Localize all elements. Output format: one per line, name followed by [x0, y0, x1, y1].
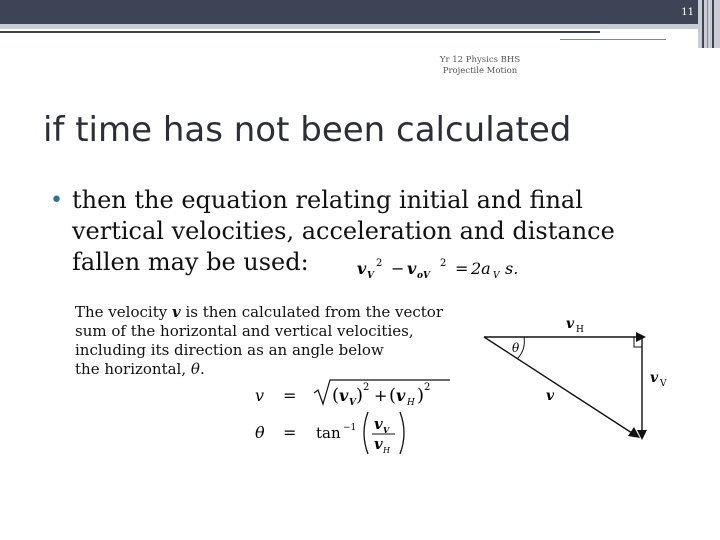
eq2-inv: −1	[343, 423, 357, 433]
horizontal-arrowhead-icon	[636, 332, 646, 342]
paragraph-line-2: sum of the horizontal and vertical velocities,	[75, 322, 414, 340]
eq2-vH-sub: H	[407, 398, 415, 408]
eq2-vV-sub: V	[349, 398, 356, 408]
label-vV: v	[650, 370, 659, 386]
eq2-equals-2: =	[283, 423, 297, 442]
eq1-2a: 2a	[471, 259, 491, 278]
label-vV-sub: V	[660, 379, 667, 389]
header-note-line-1: Yr 12 Physics BHS	[439, 55, 521, 65]
paragraph-line-3: including its direction as an angle below	[75, 341, 384, 359]
eq2-big-paren-left	[364, 412, 368, 454]
bullet-line-1: then the equation relating initial and final	[72, 186, 583, 214]
explanation-paragraph	[75, 303, 465, 379]
eq2-frac-num: v	[374, 415, 383, 433]
eq2-paren-open-2: (	[389, 385, 397, 406]
paragraph-line-4-start: the horizontal,	[75, 360, 191, 378]
bullet-line-3: fallen may be used:	[72, 248, 309, 276]
bullet-line-2: vertical velocities, acceleration and distance	[72, 217, 615, 245]
top-bar	[0, 0, 720, 24]
eq2-paren-open-1: (	[332, 385, 340, 406]
eq2-paren-close-1: )	[356, 385, 364, 406]
header-note	[420, 55, 540, 77]
slide-number: 11	[681, 7, 694, 18]
eq1-sup-1: 2	[376, 258, 383, 269]
header-note-line-2: Projectile Motion	[442, 66, 518, 76]
eq1-s: s.	[505, 259, 519, 278]
eq2-sup-2: 2	[424, 382, 431, 393]
eq2-equals-1: =	[283, 386, 297, 405]
vertical-arrowhead-icon	[637, 430, 647, 440]
paragraph-line-4-end: .	[199, 360, 205, 378]
eq1-v: v	[357, 259, 367, 278]
eq2-vV: v	[339, 386, 349, 405]
eq2-frac-den: v	[374, 435, 383, 453]
eq2-big-paren-right	[400, 412, 404, 454]
label-vH: v	[566, 316, 575, 332]
eq1-v0: v	[407, 259, 417, 278]
eq1-minus: −	[391, 259, 405, 278]
eq1-sup-2: 2	[440, 258, 447, 269]
kinematic-equation	[355, 254, 535, 284]
eq2-frac-num-sub: V	[383, 425, 390, 435]
velocity-equations	[250, 376, 460, 458]
paragraph-theta: θ	[190, 360, 200, 378]
side-decoration	[698, 0, 720, 48]
resultant-vector	[484, 337, 635, 435]
paragraph-var-v: v	[171, 303, 181, 321]
slide-title: if time has not been calculated	[43, 110, 572, 150]
eq2-tan: tan	[316, 424, 341, 442]
label-v: v	[546, 388, 555, 404]
paragraph-line-1-start: The velocity	[75, 303, 172, 321]
eq1-equals: =	[455, 259, 469, 278]
eq2-sup-1: 2	[363, 382, 370, 393]
label-vH-sub: H	[576, 325, 584, 335]
bullet-dot-icon: •	[50, 188, 63, 213]
velocity-vector-diagram	[480, 312, 680, 447]
paragraph-line-1-end: is then calculated from the vector	[180, 303, 443, 321]
eq2-paren-close-2: )	[417, 385, 425, 406]
eq2-v: v	[255, 386, 265, 405]
eq1-v0-sub: oV	[417, 271, 430, 281]
eq2-vH: v	[396, 386, 406, 405]
accent-bar	[0, 24, 700, 29]
eq1-v-sub: V	[367, 271, 374, 281]
eq2-frac-den-sub: H	[383, 446, 390, 455]
eq1-a-sub: V	[493, 271, 500, 281]
eq2-plus: +	[374, 386, 388, 405]
accent-line-short	[560, 39, 666, 40]
angle-label: θ	[512, 341, 520, 355]
paragraph-line-1	[75, 303, 465, 322]
resultant-arrowhead-icon	[628, 427, 640, 438]
accent-line	[0, 31, 600, 33]
eq2-theta: θ	[255, 423, 265, 442]
